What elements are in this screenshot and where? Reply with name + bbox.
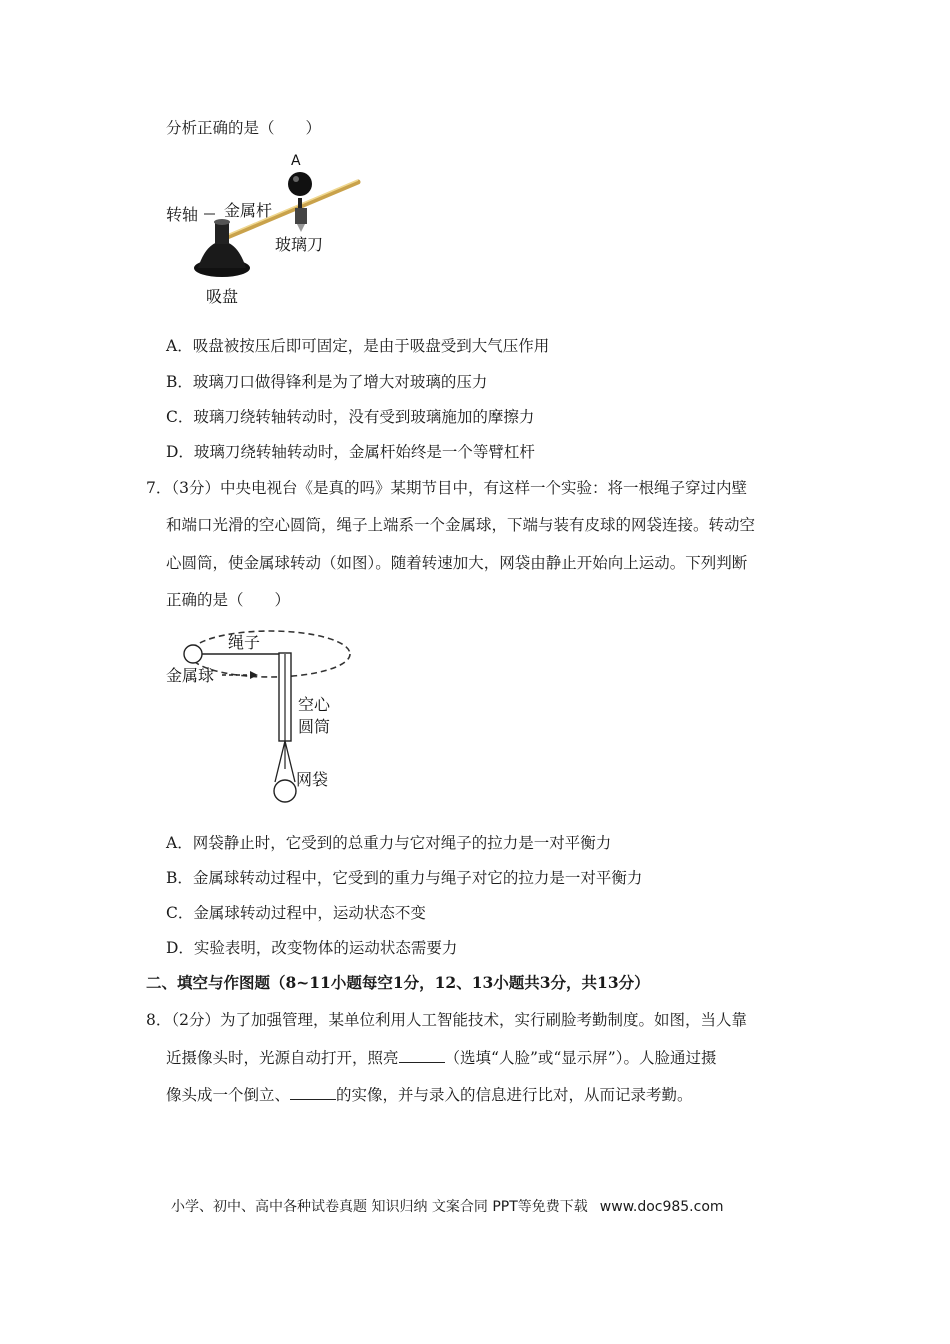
label-tube-2: 圆筒 [298, 717, 331, 736]
net-bag-ball [274, 780, 296, 802]
q7-line-3: 心圆筒，使金属球转动（如图）。随着转速加大，网袋由静止开始向上运动。下列判断 [166, 554, 748, 572]
label-ball: 金属球 [166, 666, 215, 685]
q6-option-c: C．玻璃刀绕转轴转动时，没有受到玻璃施加的摩擦力 [166, 408, 535, 426]
label-tube-1: 空心 [298, 695, 331, 714]
q7-line-1: 7．（3分）中央电视台《是真的吗》某期节目中，有这样一个实验：将一根绳子穿过内壁 [146, 479, 747, 497]
glass-cutter-figure [160, 150, 370, 310]
label-knife: 玻璃刀 [275, 235, 324, 254]
q7-line-4: 正确的是（ ） [166, 591, 291, 609]
knife-tip [297, 224, 305, 232]
label-a: A [291, 153, 301, 169]
q8-line-3-part-b: 的实像，并与录入的信息进行比对，从而记录考勤。 [336, 1086, 693, 1104]
footer-text: 小学、初中、高中各种试卷真题 知识归纳 文案合同 PPT等免费下载 [171, 1199, 588, 1215]
q8-line-2-part-a: 近摄像头时，光源自动打开，照亮 [166, 1049, 399, 1067]
label-bag: 网袋 [296, 770, 329, 789]
q6-option-a: A．吸盘被按压后即可固定，是由于吸盘受到大气压作用 [166, 337, 550, 355]
ball-highlight [293, 176, 299, 182]
suction-cup-body [198, 242, 246, 268]
arrow-head [250, 671, 258, 679]
q6-stem-tail: 分析正确的是（ ） [166, 119, 322, 137]
axis-post [215, 222, 229, 244]
ball-a [288, 172, 312, 196]
knife-body [295, 208, 307, 224]
q8-line-3-part-a: 像头成一个倒立、 [166, 1086, 291, 1104]
q8-blank-2[interactable] [290, 1085, 336, 1100]
label-cup: 吸盘 [206, 287, 239, 306]
q8-line-2 [166, 1048, 716, 1068]
label-axis: 转轴 [166, 205, 199, 224]
metal-ball [184, 645, 202, 663]
q7-option-a: A．网袋静止时，它受到的总重力与它对绳子的拉力是一对平衡力 [166, 834, 612, 852]
footer-url[interactable]: www.doc985.com [599, 1199, 724, 1215]
q6-option-d: D．玻璃刀绕转轴转动时，金属杆始终是一个等臂杠杆 [166, 443, 535, 461]
rotating-ball-figure [162, 624, 358, 810]
q7-option-c: C．金属球转动过程中，运动状态不变 [166, 904, 426, 922]
page-footer [171, 1196, 724, 1216]
q8-line-2-part-b: （选填“人脸”或“显示屏”）。人脸通过摄 [444, 1049, 717, 1067]
q7-option-d: D．实验表明，改变物体的运动状态需要力 [166, 939, 458, 957]
section-2-heading: 二、填空与作图题（8~11小题每空1分，12、13小题共3分，共13分） [146, 973, 650, 992]
q6-option-b: B．玻璃刀口做得锋利是为了增大对玻璃的压力 [166, 373, 488, 391]
label-rope: 绳子 [228, 633, 261, 652]
q7-option-b: B．金属球转动过程中，它受到的重力与绳子对它的拉力是一对平衡力 [166, 869, 643, 887]
label-rod: 金属杆 [224, 201, 273, 220]
q8-line-1: 8．（2分）为了加强管理，某单位利用人工智能技术，实行刷脸考勤制度。如图，当人靠 [146, 1011, 747, 1029]
q8-line-3 [166, 1085, 693, 1105]
q7-line-2: 和端口光滑的空心圆筒，绳子上端系一个金属球，下端与装有皮球的网袋连接。转动空 [166, 516, 756, 534]
q8-blank-1[interactable] [399, 1048, 445, 1063]
